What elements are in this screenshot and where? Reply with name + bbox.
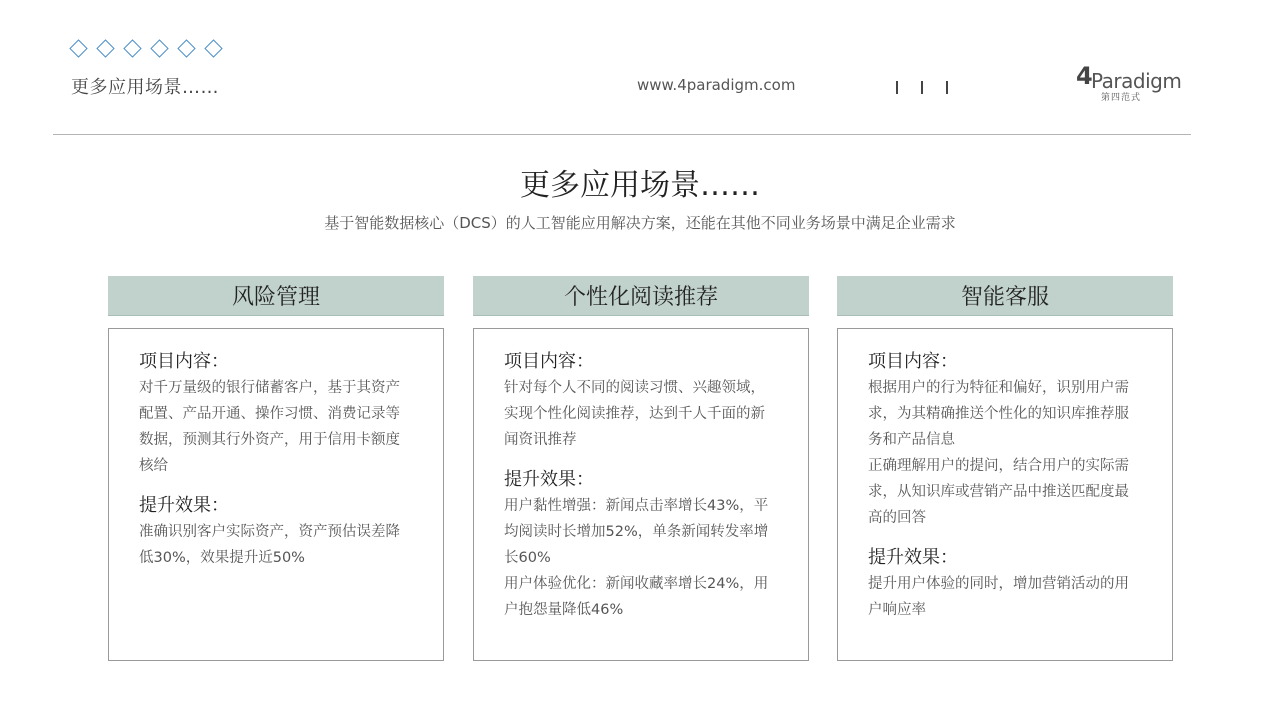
effect-line: 长60% <box>504 550 551 566</box>
card-header: 个性化阅读推荐 <box>473 276 809 316</box>
logo-subtext: 第四范式 <box>1101 93 1142 103</box>
effect-line: 均阅读时长增加52%，单条新闻转发率增 <box>504 524 769 540</box>
card-body <box>837 328 1173 661</box>
diamond-icon <box>69 39 87 57</box>
content-line: 核给 <box>139 458 168 474</box>
page-title: 更多应用场景…… <box>520 168 760 203</box>
effect-line: 户响应率 <box>868 602 926 618</box>
diamond-icon <box>96 39 114 57</box>
card-header: 风险管理 <box>108 276 444 316</box>
content-line: 配置、产品开通、操作习惯、消费记录等 <box>139 406 400 422</box>
effect-line: 提升用户体验的同时，增加营销活动的用 <box>868 576 1129 592</box>
content-line: 针对每个人不同的阅读习惯、兴趣领域， <box>504 380 765 396</box>
effect-line: 准确识别客户实际资产，资产预估误差降 <box>139 524 400 540</box>
effect-label: 提升效果： <box>504 469 594 490</box>
content-line: 务和产品信息 <box>868 432 955 448</box>
content-line: 数据，预测其行外资产，用于信用卡额度 <box>139 432 400 448</box>
effect-line: 户抱怨量降低46% <box>504 602 624 618</box>
content-line: 根据用户的行为特征和偏好，识别用户需 <box>868 380 1129 396</box>
effect-line: 用户黏性增强：新闻点击率增长43%，平 <box>504 498 769 514</box>
content-line: 求，从知识库或营销产品中推送匹配度最 <box>868 484 1129 500</box>
card-body <box>108 328 444 661</box>
diamond-icon <box>123 39 141 57</box>
content-line: 对千万量级的银行储蓄客户，基于其资产 <box>139 380 400 396</box>
header-bars <box>896 81 948 94</box>
content-line: 闻资讯推荐 <box>504 432 577 448</box>
logo-text: Paradigm <box>1091 69 1182 93</box>
card-smart-customer-service <box>837 276 1173 661</box>
page-subtitle: 基于智能数据核心（DCS）的人工智能应用解决方案，还能在其他不同业务场景中满足企业需求 <box>324 214 956 232</box>
card-header: 智能客服 <box>837 276 1173 316</box>
header-url: www.4paradigm.com <box>637 76 796 94</box>
header-title: 更多应用场景…… <box>71 77 219 98</box>
content-line: 实现个性化阅读推荐，达到千人千面的新 <box>504 406 765 422</box>
card-risk-management <box>108 276 444 661</box>
header-divider <box>53 134 1191 135</box>
content-line: 求，为其精确推送个性化的知识库推荐服 <box>868 406 1129 422</box>
diamond-icon <box>150 39 168 57</box>
effect-line: 用户体验优化：新闻收藏率增长24%，用 <box>504 576 769 592</box>
effect-line: 低30%，效果提升近50% <box>139 550 305 566</box>
diamond-icon <box>204 39 222 57</box>
effect-label: 提升效果： <box>868 547 958 568</box>
decorative-diamonds <box>72 42 224 55</box>
card-body <box>473 328 809 661</box>
effect-label: 提升效果： <box>139 495 229 516</box>
bar-icon <box>946 81 948 94</box>
brand-logo <box>1076 62 1182 103</box>
content-label: 项目内容： <box>868 351 958 372</box>
card-personalized-reading <box>473 276 809 661</box>
bar-icon <box>896 81 898 94</box>
content-label: 项目内容： <box>504 351 594 372</box>
logo-mark: 4 <box>1076 62 1093 90</box>
diamond-icon <box>177 39 195 57</box>
content-label: 项目内容： <box>139 351 229 372</box>
content-line: 正确理解用户的提问，结合用户的实际需 <box>868 458 1129 474</box>
bar-icon <box>921 81 923 94</box>
content-line: 高的回答 <box>868 510 926 526</box>
